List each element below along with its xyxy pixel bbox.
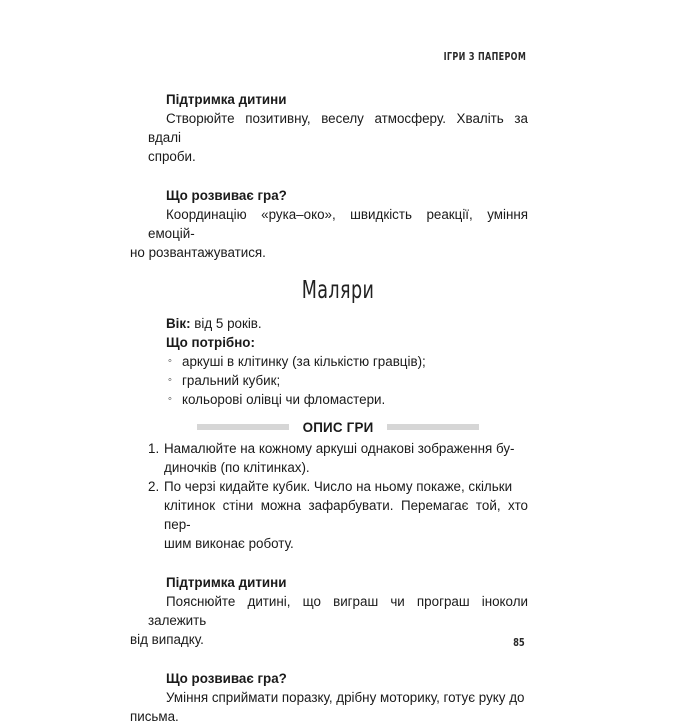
support-text-line-2: від випадку.	[130, 632, 204, 647]
support-heading-top: Підтримка дитини	[166, 92, 287, 107]
list-item	[148, 439, 528, 477]
develops-text	[130, 688, 528, 726]
develops-heading: Що розвиває гра?	[166, 671, 287, 686]
description-banner	[148, 419, 528, 435]
bullet-icon: ◦	[168, 355, 172, 367]
step-number: 2.	[148, 479, 160, 494]
step-text-line: диночків (по клітинках).	[164, 460, 310, 475]
steps-list	[148, 439, 528, 553]
game-title: Маляри	[301, 275, 375, 304]
support-text	[130, 592, 528, 649]
develops-text-top-line-1: Координацію «рука–око», швидкість реакції, уміння емоцій-	[148, 207, 528, 241]
list-item	[168, 390, 528, 409]
age-value: від 5 років.	[190, 316, 262, 331]
step-text-line: Намалюйте на кожному аркуші однакові зображення бу-	[164, 441, 515, 456]
step-text-line: По черзі кидайте кубик. Число на ньому покаже, скільки	[164, 479, 513, 494]
develops-text-top	[130, 205, 528, 262]
develops-text-line-2: письма.	[130, 709, 179, 724]
page-number: 85	[513, 636, 525, 649]
needs-list	[148, 352, 528, 409]
description-heading: ОПИС ГРИ	[302, 419, 374, 435]
needs-label-text: Що потрібно:	[166, 335, 255, 350]
bullet-icon: ◦	[168, 374, 172, 386]
develops-heading-top: Що розвиває гра?	[166, 188, 287, 203]
needs-item-text: кольорові олівці чи фломастери.	[182, 392, 386, 407]
step-number: 1.	[148, 441, 160, 456]
age-label: Вік:	[166, 316, 191, 331]
list-item	[168, 371, 528, 390]
support-heading: Підтримка дитини	[166, 575, 287, 590]
develops-text-line-1: Уміння сприймати поразку, дрібну моторику, готує руку до	[166, 690, 525, 705]
needs-item-text: аркуші в клітинку (за кількістю гравців);	[182, 354, 426, 369]
support-text-line-1: Пояснюйте дитині, що виграш чи програш іноколи залежить	[148, 594, 528, 628]
list-item	[168, 352, 528, 371]
step-text-line: шим виконає роботу.	[164, 536, 294, 551]
needs-item-text: гральний кубик;	[182, 373, 281, 388]
bullet-icon: ◦	[168, 393, 172, 405]
support-text-top-line-1: Створюйте позитивну, веселу атмосферу. Хваліть за вдалі	[148, 111, 528, 145]
needs-label	[148, 333, 528, 352]
age-line	[148, 314, 528, 333]
step-text-line: клітинок стіни можна зафарбувати. Перемагає той, хто пер-	[164, 498, 528, 532]
develops-text-top-line-2: но розвантажуватися.	[130, 245, 266, 260]
support-text-top	[148, 109, 528, 166]
running-head: ІГРИ З ПАПЕРОМ	[443, 51, 526, 63]
banner-bar-left	[197, 424, 289, 430]
page-content	[130, 90, 528, 726]
support-text-top-line-2: спроби.	[148, 149, 196, 164]
banner-bar-right	[387, 424, 479, 430]
list-item	[148, 477, 528, 553]
